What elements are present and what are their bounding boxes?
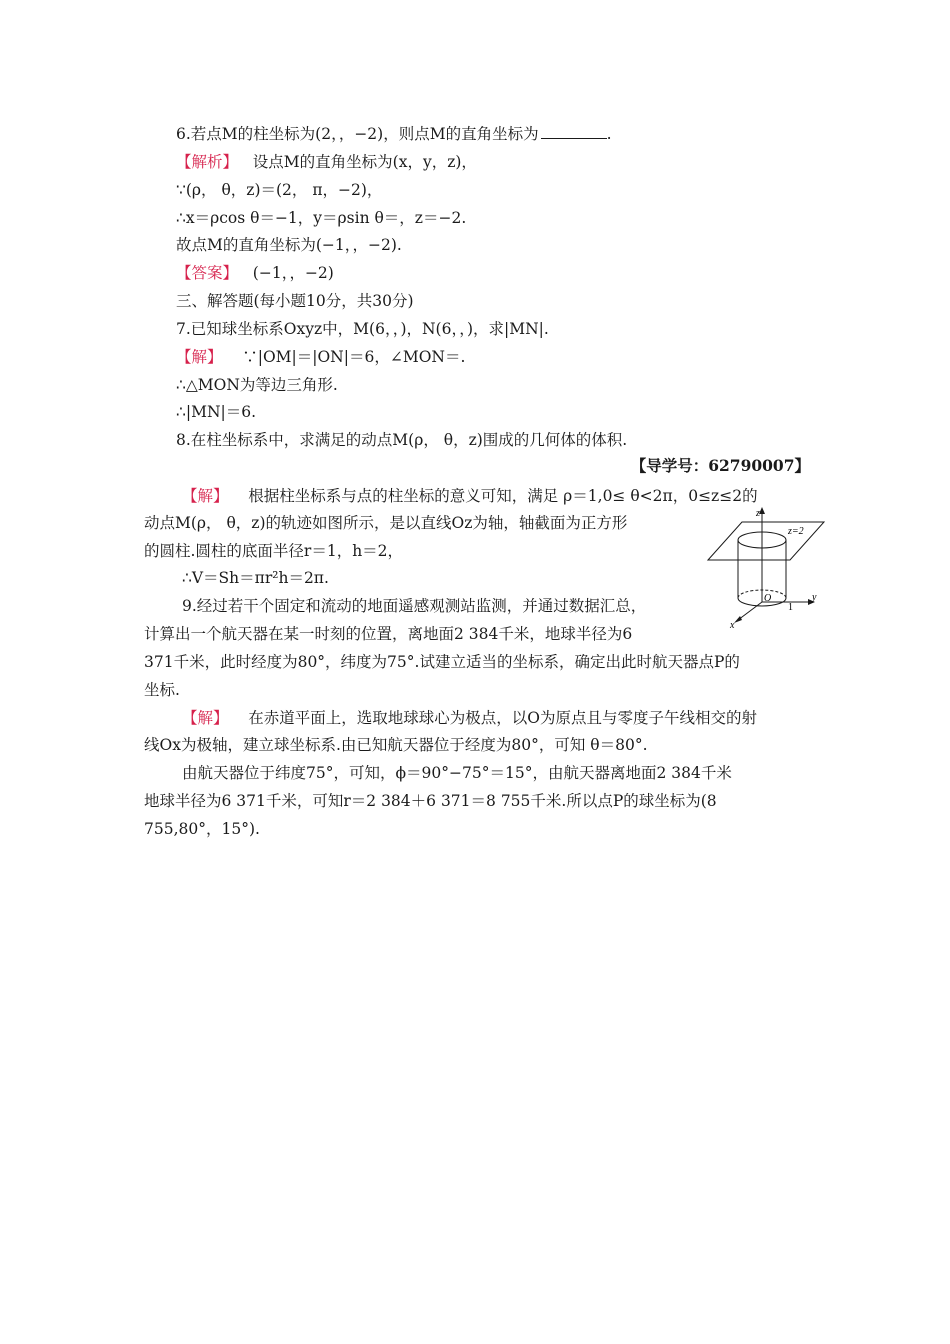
x-arrow <box>734 616 742 623</box>
answer-tag: 【答案】 <box>176 264 239 282</box>
guide-number: 【导学号：62790007】 <box>630 456 810 475</box>
q6-answer: 【答案】 (−1，，−2) <box>176 264 334 282</box>
q9-line-4: 坐标. <box>144 681 180 699</box>
q9-line-8: 755,80°，15°). <box>144 820 260 838</box>
label-plane: z=2 <box>788 526 804 537</box>
solution-tag: 【解】 <box>176 348 223 366</box>
label-z: z <box>756 508 760 519</box>
q6-analysis: 【解析】 设点M的直角坐标为(x，y，z)， <box>176 153 477 171</box>
q9-line-3: 371千米，此时经度为80°，纬度为75°.试建立适当的坐标系，确定出此时航天器点P的 <box>144 653 740 671</box>
q9-line-5: 线Ox为极轴，建立球坐标系.由已知航天器位于经度为80°，可知 θ＝80°. <box>144 736 648 754</box>
q8-line-4: ∴V＝Sh＝πr²h＝2π. <box>182 569 329 587</box>
q9-line-7: 地球半径为6 371千米，可知r＝2 384＋6 371＝8 755千米.所以点P的球坐标为(8 <box>144 792 717 810</box>
analysis-tag: 【解析】 <box>176 153 239 171</box>
section-heading: 三、解答题(每小题10分，共30分) <box>176 292 414 310</box>
q7-line-2: ∴△MON为等边三角形. <box>176 376 338 394</box>
q9-solution: 【解】 在赤道平面上，选取地球球心为极点，以O为原点且与零度子午线相交的射 <box>182 709 757 727</box>
q8-line-2: 动点M(ρ， θ，z)的轨迹如图所示，是以直线Oz为轴，轴截面为正方形 <box>144 514 628 532</box>
q8-line-3: 的圆柱.圆柱的底面半径r＝1，h＝2， <box>144 542 404 560</box>
q9-line-6: 由航天器位于纬度75°，可知，ϕ＝90°−75°＝15°，由航天器离地面2 384千米 <box>182 764 732 782</box>
solution-tag: 【解】 <box>182 709 229 727</box>
label-origin: O <box>764 593 772 604</box>
q6-line-4: 故点M的直角坐标为(−1，，−2). <box>176 236 402 254</box>
cylinder-figure <box>704 502 828 630</box>
label-one: 1 <box>788 602 793 613</box>
q6-line-3: ∴x＝ρcos θ＝−1，y＝ρsin θ＝，z＝−2. <box>176 209 467 227</box>
q7-line-3: ∴|MN|＝6. <box>176 403 257 421</box>
q8-solution: 【解】 根据柱坐标系与点的柱坐标的意义可知，满足 ρ＝1,0≤ θ<2π，0≤z≤2的 <box>182 487 758 505</box>
label-x: x <box>730 620 735 630</box>
answer-blank <box>541 124 607 139</box>
solution-tag: 【解】 <box>182 487 229 505</box>
q9-line-2: 计算出一个航天器在某一时刻的位置，离地面2 384千米，地球半径为6 <box>144 625 633 643</box>
question-7: 7.已知球坐标系Oxyz中，M(6，，)，N(6，，)，求|MN|. <box>176 320 549 338</box>
q6-line-2: ∵(ρ， θ，z)＝(2， π，−2)， <box>176 181 383 199</box>
question-8: 8.在柱坐标系中，求满足的动点M(ρ， θ，z)围成的几何体的体积. <box>176 431 628 449</box>
question-9: 9.经过若干个固定和流动的地面遥感观测站监测，并通过数据汇总， <box>182 597 647 615</box>
q7-solution: 【解】 ∵|OM|＝|ON|＝6，∠MON＝. <box>176 348 466 366</box>
plane-z2 <box>708 522 824 560</box>
label-y: y <box>812 592 817 603</box>
question-6: 6.若点M的柱坐标为(2，，−2)，则点M的直角坐标为 . <box>176 125 612 143</box>
